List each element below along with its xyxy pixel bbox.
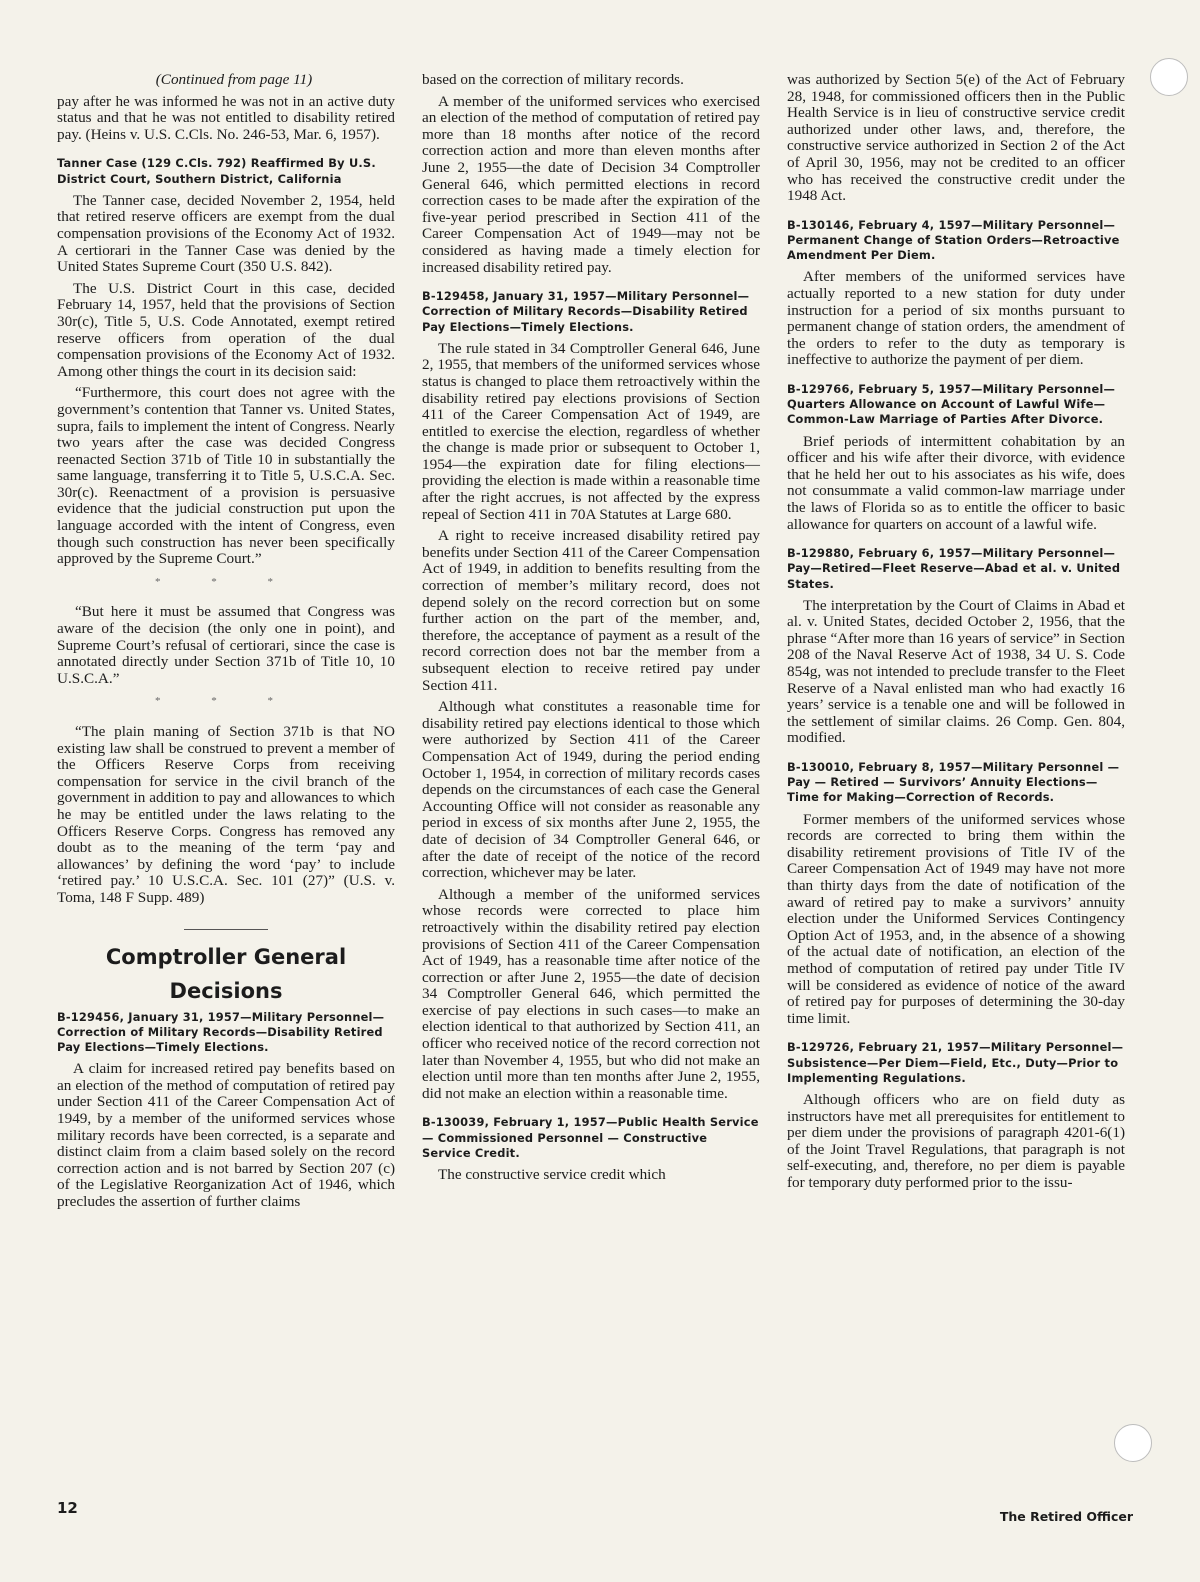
section-title: Decisions [169,978,283,1003]
quotation: “Furthermore, this court does not agree with the government’s contention that Tanner vs. United States, supra, fails to implement the intent of Congress. Nearly two years after the case was decided Congress reenacted Section 371b of Title 10 in substantially the same language, transferring it to Title 5, U.S.C.A. Sec. 30r(c). Reenactment of a provision is persuasive evidence that the judicial construction put upon the language accorded with the intent of Congress, even though such construction has never been specifically approved by the Supreme Court.” [57,384,395,568]
article-heading: B-130010, February 8, 1957—Military Personnel — Pay — Retired — Survivors’ Annuity Elections—Time for Making—Correction of Records. [787,760,1120,805]
article-heading: B-129458, January 31, 1957—Military Personnel—Correction of Military Records—Disability Retired Pay Elections—Timely Elections. [422,289,750,334]
quotation: “But here it must be assumed that Congress was aware of the decision (the only one in point), and Supreme Court’s refusal of certiorari, since the case is annotated directly under Section 371b of Title 10, 10 U.S.C.A.” [57,603,395,687]
paragraph: pay after he was informed he was not in an active duty status and that he was not entitled to disability retired pay. (Heins v. U.S. C.Cls. No. 246-53, Mar. 6, 1957). [57,92,395,143]
article-heading: B-130039, February 1, 1957—Public Health Service — Commissioned Personnel — Constructive Service Credit. [422,1115,759,1160]
article-heading: B-129766, February 5, 1957—Military Personnel—Quarters Allowance on Account of Lawful Wife—Common-Law Marriage of Parties After Divorce. [787,381,1116,427]
paragraph: was authorized by Section 5(e) of the Act of February 28, 1948, for commissioned officers then in the Public Health Service is in lieu of constructive service credit authorized under other laws, and, therefore, the constructive service authorized in Section 2 of the Act of April 30, 1956, may not be credited to an officer who has received the constructive credit under the 1948 Act. [787,71,1125,205]
paragraph: A right to receive increased disability retired pay benefits under Section 411 of the Career Compensation Act of 1949, in addition to benefits resulting from the correction of member’s military record, does not depend solely on the record correction but on some further action on the part of the member, and, therefore, the acceptance of payment as a result of the record correction does not bar the member from a subsequent election to receive retired pay under Section 411. [422,527,760,694]
paragraph: Brief periods of intermittent cohabitation by an officer and his wife after their divorce, with evidence that he held her out to his associates as his wife, does not consummate a valid common-law marriage under the laws of Florida so as to entitle the officer to basic allowance for quarters on account of a lawful wife. [787,432,1125,533]
column-2 [422,72,760,1189]
paragraph: The Tanner case, decided November 2, 1954, held that retired reserve officers are exempt from the dual compensation provisions of the Economy Act of 1932. A certiorari in the Tanner Case was denied by the United States Supreme Court (350 U.S. 842). [57,191,395,276]
paragraph: A claim for increased retired pay benefits based on an election of the method of computation of retired pay under Section 411 of the Career Compensation Act of 1949, by a member of the uniformed services whose military records have been corrected, is a separate and distinct claim from a claim based solely on the record correction action and is not barred by Section 207 (c) of the Legislative Reorganization Act of 1946, which precludes the assertion of further claims [57,1060,395,1210]
paragraph: Although what constitutes a reasonable time for disability retired pay elections identical to those which were authorized by Section 411 of the Career Compensation Act of 1949, during the period ending October 1, 1954, in correction of military records cases depends on the circumstances of each case the General Accounting Office will not consider as reasonable any period in excess of six months after June 2, 1955, the date of decision of 34 Comptroller General 646, or after the date of receipt of the notice of the record correction, whichever may be later. [422,698,760,882]
article-heading: B-129880, February 6, 1957—Military Personnel—Pay—Retired—Fleet Reserve—Abad et al. v. United States. [787,546,1121,591]
paragraph: The rule stated in 34 Comptroller General 646, June 2, 1955, that members of the uniformed services whose status is changed to place them retroactively within the disability retired pay elections provisions of Section 411 of the Career Compensation Act of 1949, are entitled to exercise the election, regardless of whether the change is made prior or subsequent to October 1, 1954—the expiration date for filing elections—providing the election is made within a reasonable time after the right accrues, is not affected by the express repeal of Section 411 in 70A Statutes at Large 680. [422,339,760,523]
quotation: “The plain maning of Section 371b is that NO existing law shall be construed to prevent a member of the Officers Reserve Corps from receiving compensation for service in the civil branch of the government in addition to pay and allowances to which he may be entitled under the laws relating to the Officers Reserve Corps. Congress has removed any doubt as to the meaning of the term ‘pay and allowances’ by defining the word ‘pay’ to include ‘retired pay.’ 10 U.S.C.A. Sec. 101 (27)” (U.S. v. Toma, 148 F Supp. 489) [57,723,395,906]
punch-hole-top [1150,58,1188,96]
paragraph: The interpretation by the Court of Claims in Abad et al. v. United States, decided October 2, 1956, that the phrase “After more than 16 years of service” in Section 208 of the Naval Reserve Act of 1938, 34 U. S. Code 854g, was not intended to preclude transfer to the Fleet Reserve of a Naval enlisted man who had exactly 16 years’ service is a tenable one and will be followed in the settlement of similar claims. 26 Comp. Gen. 804, modified. [787,596,1125,747]
paragraph: Although a member of the uniformed services whose records were corrected to place him retroactively within the disability retired pay election provisions of Section 411 of the Career Compensation Act of 1949, has a reasonable time after notice of the correction or after June 2, 1955—the date of decision 34 Comptroller General 646, which permitted the exercise of pay elections in such cases—to make an election identical to that authorized by Section 411, an officer who received notice of the record correction not later than November 4, 1955, but who did not make an election until more than ten months after June 2, 1955, did not make an election within a reasonable time. [422,885,760,1102]
article-heading: B-129726, February 21, 1957—Military Personnel—Subsistence—Per Diem—Field, Etc., Duty—Prior to Implementing Regulations. [787,1040,1124,1085]
paragraph: A member of the uniformed services who exercised an election of the method of computation of retired pay more than 18 months after notice of the record correction action and more than eleven months after June 2, 1955—the date of Decision 34 Comptroller General 646, which permitted elections in record correction cases to be made after the expiration of the five-year period prescribed in Section 411 of the Career Compensation Act of 1949—may not be considered as having made a timely election for increased disability retired pay. [422,92,760,276]
divider [184,929,268,930]
article-heading: Tanner Case (129 C.Cls. 792) Reaffirmed By U.S. District Court, Southern District, California [57,156,376,186]
section-break-stars: * * * [155,695,297,708]
section-break-stars: * * * [155,575,297,588]
punch-hole-bottom [1114,1424,1152,1462]
page-number: 12 [57,1499,78,1517]
article-heading: B-129456, January 31, 1957—Military Personnel—Correction of Military Records—Disability Retired Pay Elections—Timely Elections. [57,1009,385,1054]
paragraph: based on the correction of military records. [422,71,684,88]
continued-note: (Continued from page 11) [155,71,313,88]
column-1 [57,72,395,1215]
paragraph: The U.S. District Court in this case, decided February 14, 1957, held that the provisions of Section 30r(c), Title 5, U.S. Code Annotated, exempt retired reserve officers from operation of the dual compensation provisions of the Economy Act of 1932. Among other things the court in its decision said: [57,279,395,380]
column-3 [787,72,1125,1197]
paragraph: The constructive service credit which [438,1166,666,1184]
article-heading: B-130146, February 4, 1597—Military Personnel—Permanent Change of Station Orders—Retroactive Amendment Per Diem. [787,217,1120,263]
paragraph: Former members of the uniformed services whose records are corrected to bring them within the disability retirement provisions of Title IV of the Career Compensation Act of 1949 may have not more than thirty days from the date of notification of the award of retired pay to make a survivors’ annuity election under the Uniformed Services Contingency Option Act of 1953, and, in the absence of a showing of the actual date of notification, an election of the method of computation of retired pay under Title IV will be considered as evidence of notice of the award of retired pay for purposes of determining the 30-day time limit. [787,810,1125,1027]
section-title: Comptroller General [105,944,347,969]
paragraph: After members of the uniformed services have actually reported to a new station for duty under instruction for a period of six months pursuant to permanent change of station orders, the amendment of the orders to refer to the duty as temporary is ineffective to authorize the payment of per diem. [787,268,1125,369]
publication-footer: The Retired Officer [999,1509,1133,1524]
paragraph: Although officers who are on field duty as instructors have met all prerequisites for entitlement to per diem under the provisions of paragraph 4201-6(1) of the Joint Travel Regulations, that paragraph is not self-executing, and, therefore, no per diem is payable for temporary duty performed prior to the issu- [787,1090,1125,1191]
